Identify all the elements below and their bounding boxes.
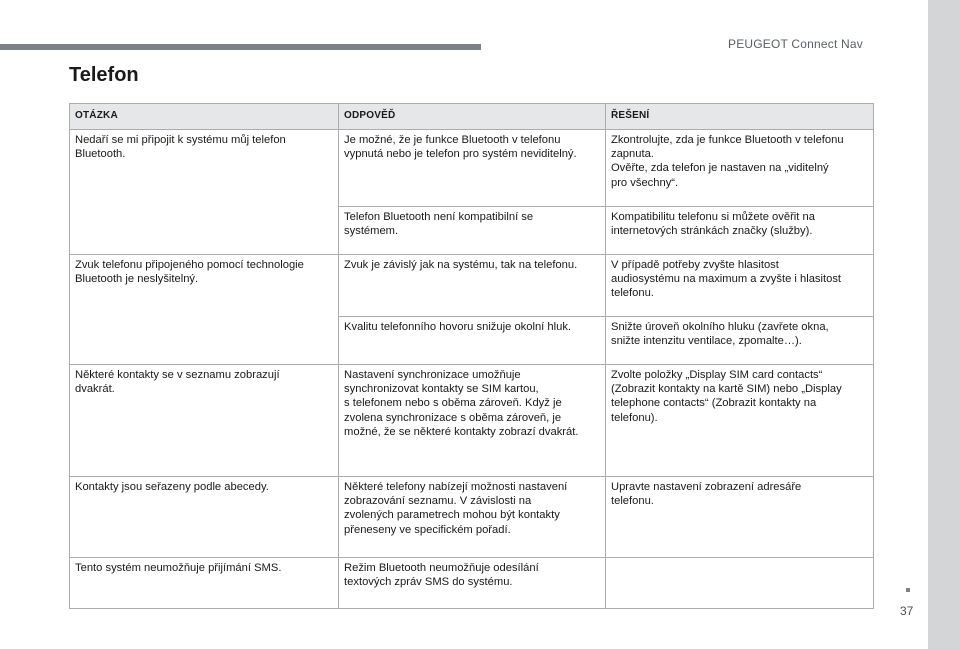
faq-table: [69, 103, 874, 609]
question-cell: Některé kontakty se v seznamu zobrazují dvakrát.: [70, 365, 339, 477]
answer-cell: Kvalitu telefonního hovoru snižuje okolní hluk.: [339, 317, 606, 365]
answer-cell: Režim Bluetooth neumožňuje odesílání textových zpráv SMS do systému.: [339, 558, 606, 609]
answer-cell: Telefon Bluetooth není kompatibilní se systémem.: [339, 207, 606, 255]
column-header-answer: ODPOVĚĎ: [339, 104, 606, 130]
column-header-solution: ŘEŠENÍ: [605, 104, 873, 130]
solution-cell: V případě potřeby zvyšte hlasitost audiosystému na maximum a zvyšte i hlasitost telefonu.: [605, 255, 873, 317]
solution-cell: Snižte úroveň okolního hluku (zavřete okna, snižte intenzitu ventilace, zpomalte…).: [605, 317, 873, 365]
header-brand: PEUGEOT Connect Nav: [728, 37, 863, 51]
answer-cell: Je možné, že je funkce Bluetooth v telefonu vypnutá nebo je telefon pro systém neviditelný.: [339, 130, 606, 207]
table-row: [70, 130, 874, 207]
table-header-row: [70, 104, 874, 130]
question-cell: Kontakty jsou seřazeny podle abecedy.: [70, 477, 339, 558]
question-cell: Nedaří se mi připojit k systému můj telefon Bluetooth.: [70, 130, 339, 255]
question-cell: Tento systém neumožňuje přijímání SMS.: [70, 558, 339, 609]
column-header-question: OTÁZKA: [70, 104, 339, 130]
solution-cell: Zvolte položky „Display SIM card contacts“ (Zobrazit kontakty na kartě SIM) nebo „Display telephone contacts“ (Zobrazit kontakty na telefonu).: [605, 365, 873, 477]
answer-cell: Nastavení synchronizace umožňuje synchronizovat kontakty se SIM kartou, s telefonem nebo s oběma zároveň. Když je zvolena synchronizace s oběma zároveň, je možné, že se některé kontakty zobrazí dvakrát.: [339, 365, 606, 477]
table-row: [70, 365, 874, 477]
solution-cell: Upravte nastavení zobrazení adresáře telefonu.: [605, 477, 873, 558]
question-cell: Zvuk telefonu připojeného pomocí technologie Bluetooth je neslyšitelný.: [70, 255, 339, 365]
answer-cell: Některé telefony nabízejí možnosti nastavení zobrazování seznamu. V závislosti na zvolených parametrech mohou být kontakty přeneseny ve specifickém pořadí.: [339, 477, 606, 558]
page-number: 37: [900, 604, 914, 618]
page-title: Telefon: [69, 64, 139, 86]
table-row: [70, 558, 874, 609]
side-strip: [928, 0, 960, 649]
solution-cell: [605, 558, 873, 609]
table-row: [70, 477, 874, 558]
header-rule: [0, 44, 481, 50]
solution-cell: Kompatibilitu telefonu si můžete ověřit na internetových stránkách značky (služby).: [605, 207, 873, 255]
table-row: [70, 255, 874, 317]
answer-cell: Zvuk je závislý jak na systému, tak na telefonu.: [339, 255, 606, 317]
page-marker: [906, 588, 910, 592]
solution-cell: Zkontrolujte, zda je funkce Bluetooth v telefonu zapnuta. Ověřte, zda telefon je nastaven na „viditelný pro všechny“.: [605, 130, 873, 207]
